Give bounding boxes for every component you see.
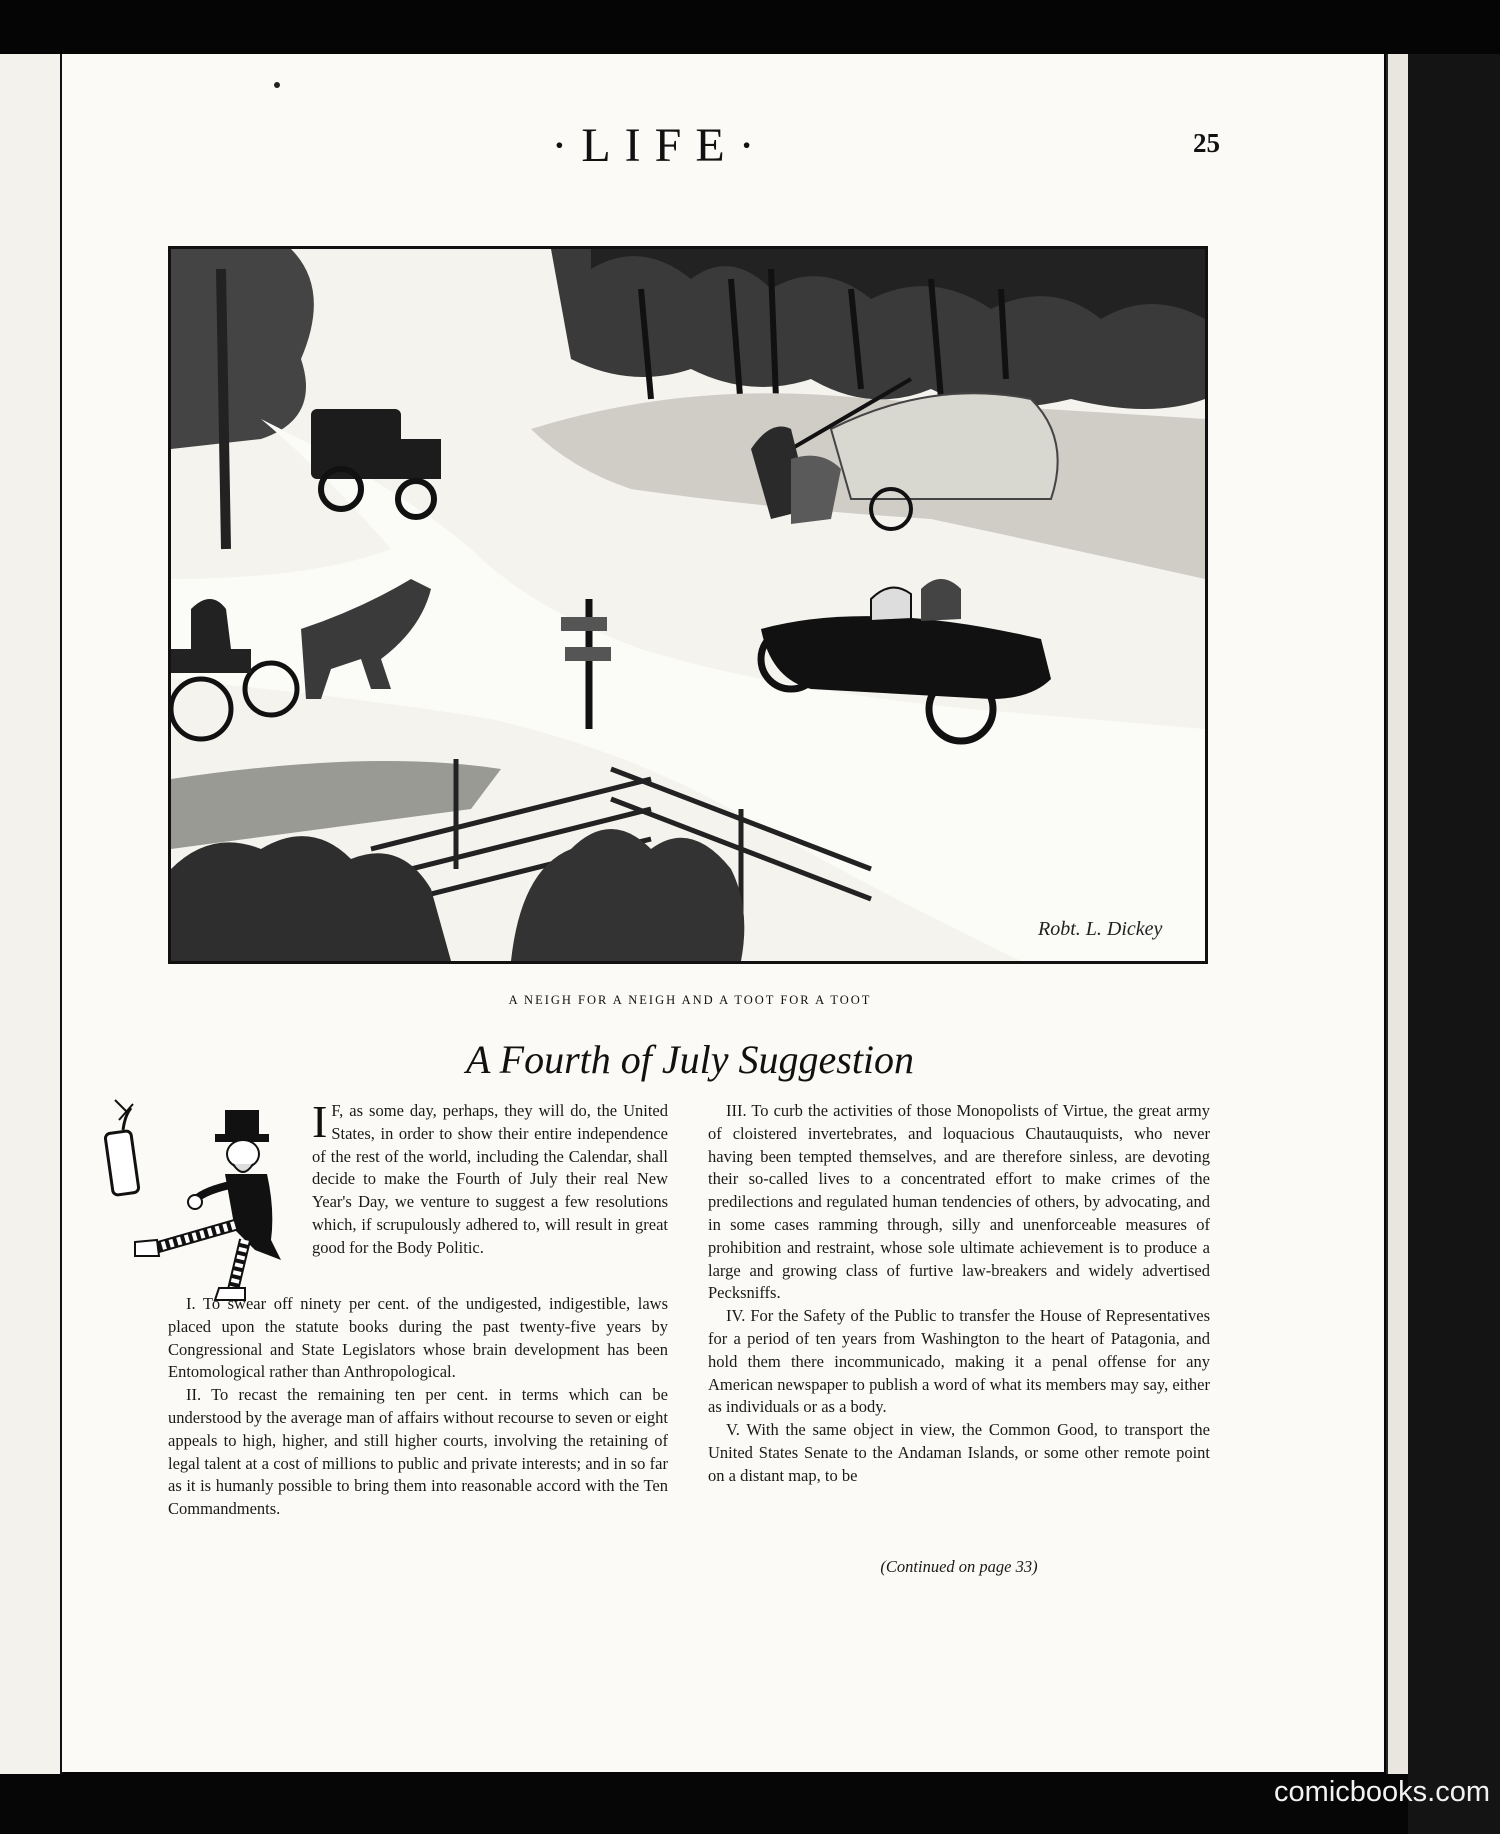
page-margin-edge (1386, 54, 1410, 1774)
illustration-caption: A NEIGH FOR A NEIGH AND A TOOT FOR A TOOT (508, 993, 872, 1007)
article-title: A Fourth of July Suggestion (465, 1037, 915, 1082)
intro-paragraph (312, 1096, 668, 1260)
site-watermark: comicbooks.com (1274, 1776, 1490, 1808)
running-head: ·LIFE· (551, 119, 769, 172)
intro-text: F, as some day, perhaps, they will do, the United States, in order to show their entire independence of the rest of the world, including the Calendar, shall decide to make the Fourth of July their real New Year's Day, we venture to suggest a few resolutions which, if scrupulously adhered to, will result in great good for the Body Politic. (312, 1101, 668, 1257)
resolution-1: I. To swear off ninety per cent. of the undigested, indigestible, laws placed upon the statute books during the past twenty-five years by Congressional and State Legislators whose brain development has been Entomological rather than Anthropological. (168, 1294, 668, 1382)
left-column (168, 1293, 668, 1521)
cartoon-illustration (168, 246, 1208, 964)
page-number: 25 (1193, 128, 1220, 158)
ink-speck (274, 82, 280, 88)
crossroads-scene (171, 249, 1205, 961)
right-column (708, 1100, 1210, 1488)
resolution-4: IV. For the Safety of the Public to transfer the House of Representatives for a period of ten years from Washington to the heart of Patagonia, and hold them there incommunicado, making it a penal offense for any American newspaper to publish a word of what its members may say, either as individuals or as a body. (708, 1306, 1210, 1417)
facing-page-edge (0, 54, 63, 1774)
scan-right-edge (1408, 54, 1500, 1834)
resolution-5: V. With the same object in view, the Common Good, to transport the United States Senate to the Andaman Islands, or some other remote point on a distant map, to be (708, 1420, 1210, 1485)
continued-note: (Continued on page 33) (880, 1557, 1038, 1576)
uncle-sam-kicking-icon (95, 1090, 305, 1305)
artist-signature: Robt. L. Dickey (1038, 918, 1163, 940)
uncle-sam-vignette (95, 1090, 305, 1305)
drop-cap: I (312, 1096, 328, 1147)
resolution-3: III. To curb the activities of those Monopolists of Virtue, the great army of cloistered invertebrates, and loquacious Chautauquists, who never having been tempted themselves, and are therefore sinless, are devoting their so-called lives to a concentrated effort to make crimes of the predilections and regulated human tendencies of others, by advocating, and in some cases ramming through, silly and unenforceable measures of prohibition and restraint, whose sole ultimate achievement is to produce a large and growing class of furtive law-breakers and widely advertised Pecksniffs. (708, 1101, 1210, 1303)
scan-top-edge (0, 0, 1500, 54)
resolution-2: II. To recast the remaining ten per cent. in terms which can be understood by the average man of affairs without recourse to seven or eight appeals to high, higher, and still higher courts, involving the retaining of legal talent at a cost of millions to public and private interests; and in so far as it is humanly possible to bring them into reasonable accord with the Ten Commandments. (168, 1385, 668, 1519)
